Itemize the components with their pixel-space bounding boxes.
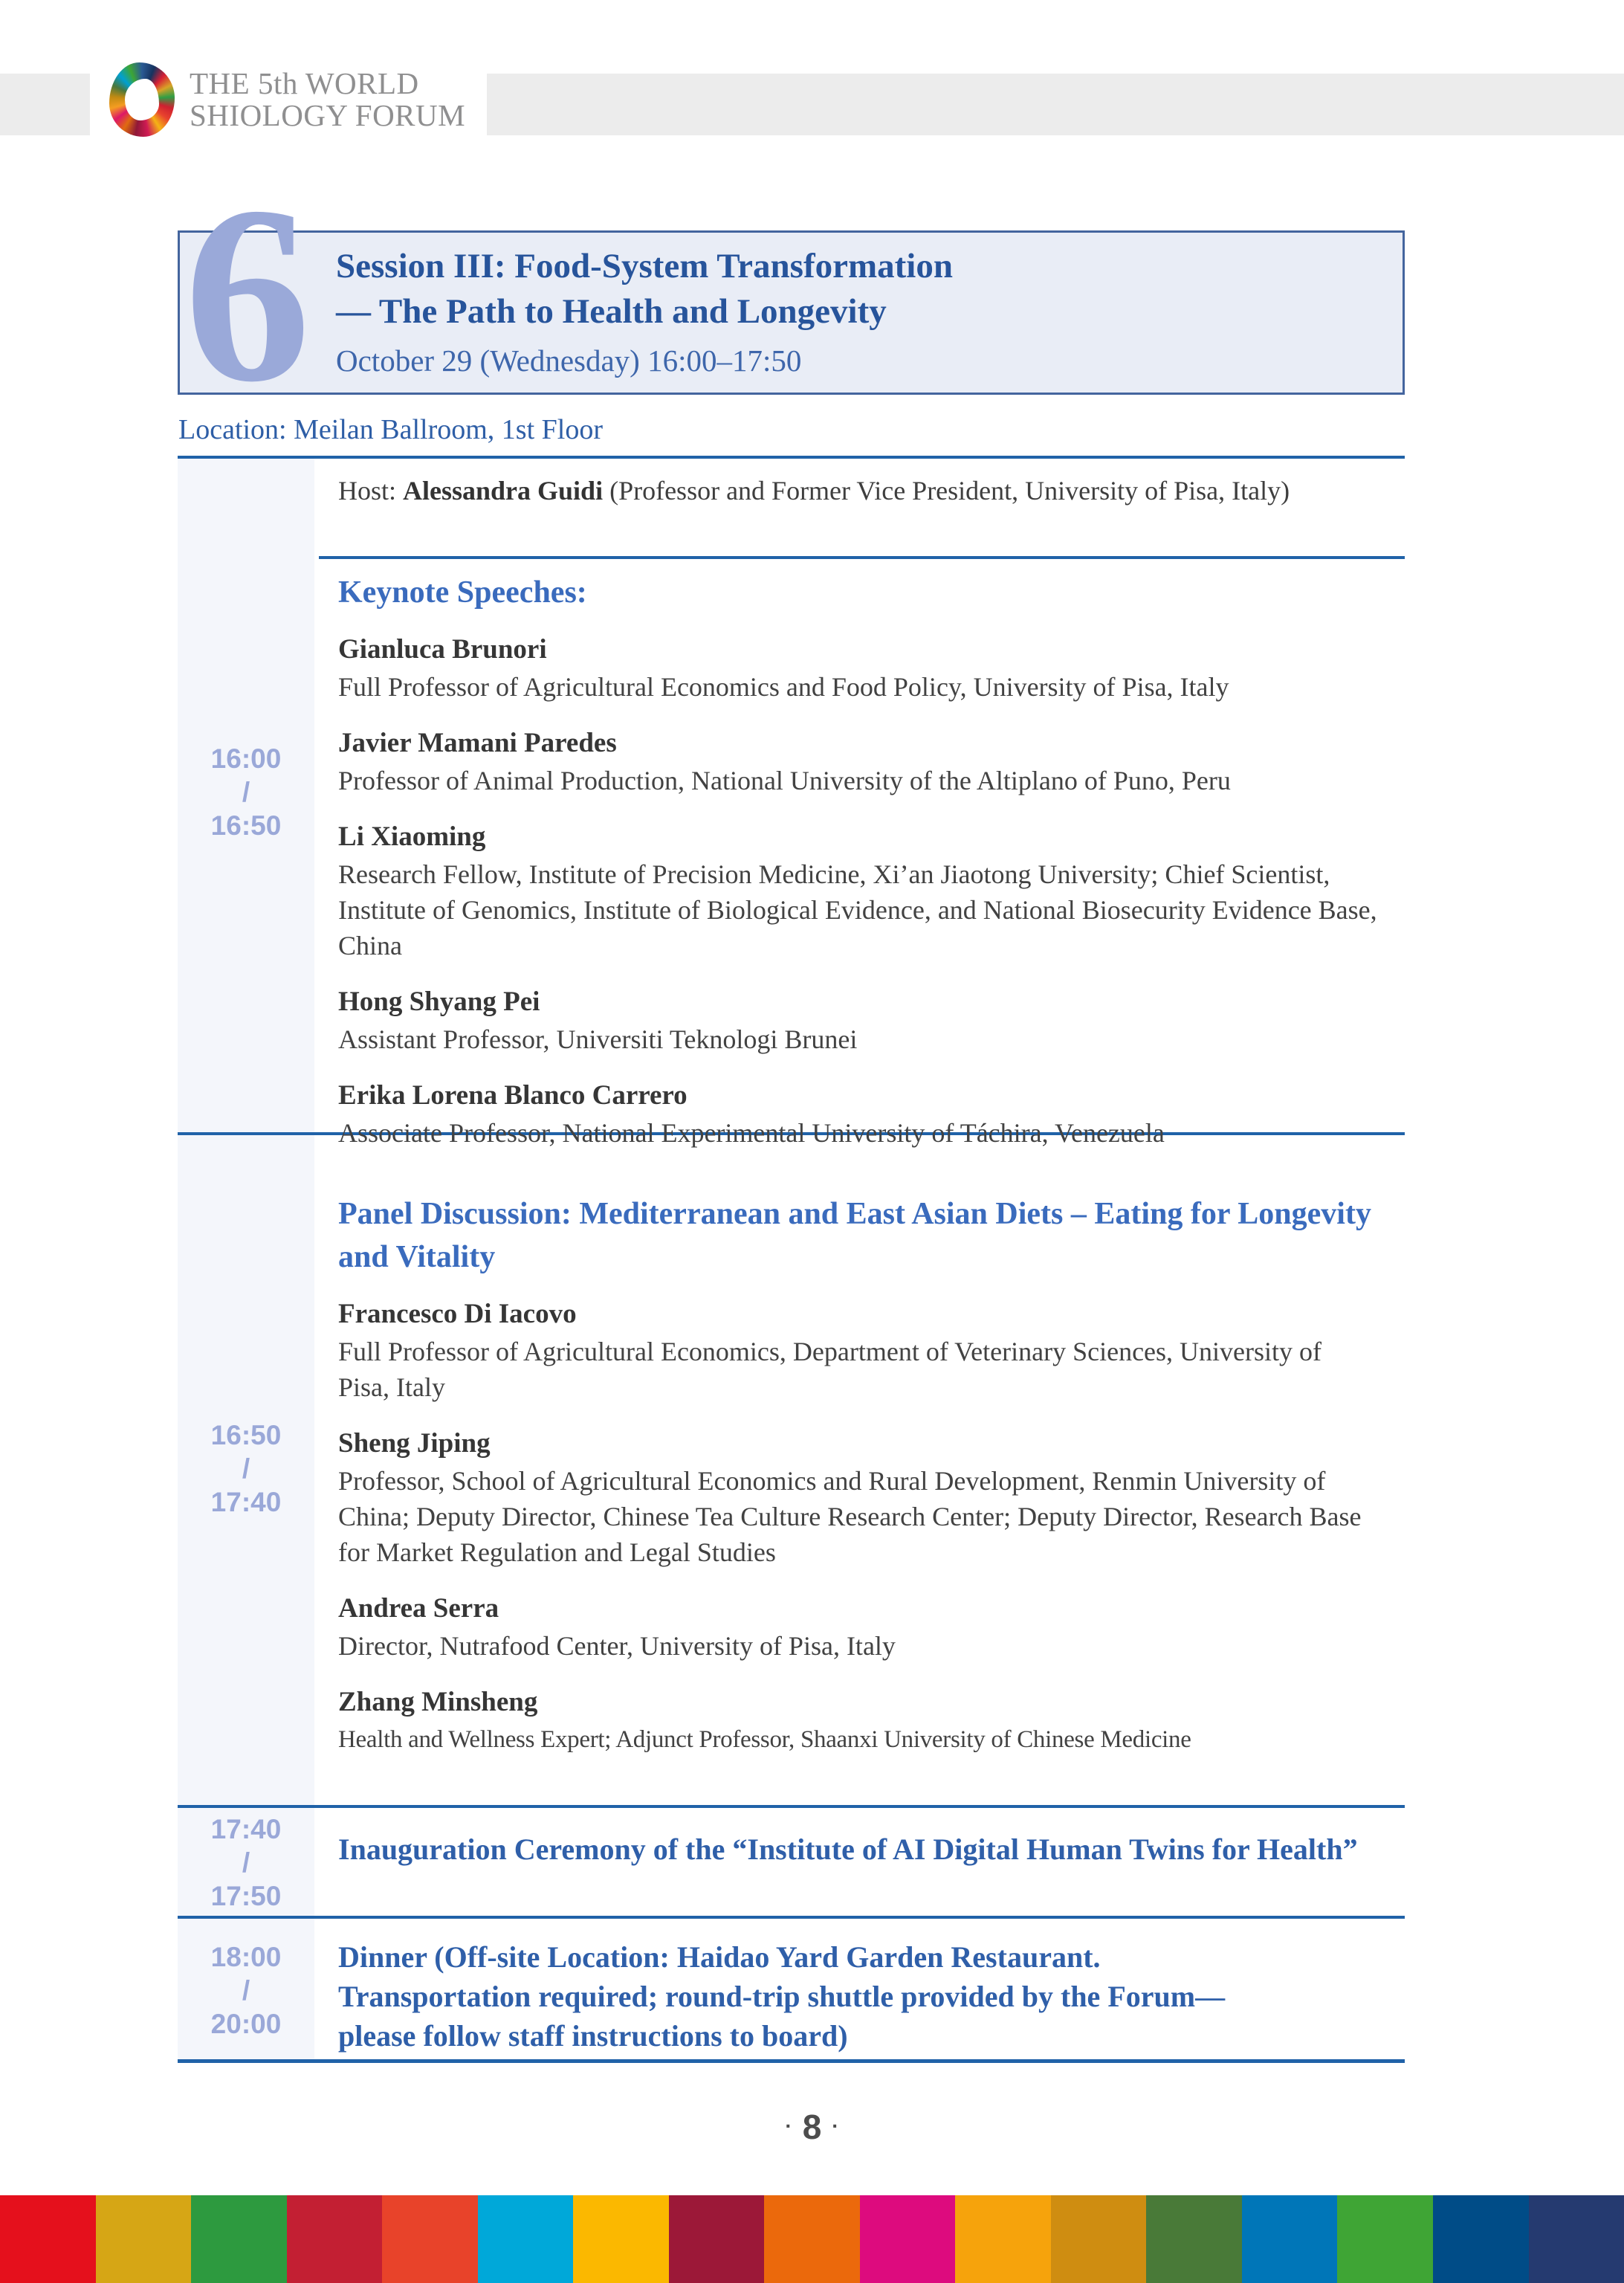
stripe-segment <box>191 2195 287 2283</box>
speaker <box>338 1295 1371 1405</box>
agenda-section-inauguration <box>338 1829 1431 1870</box>
time-end: 20:00 <box>210 2009 282 2039</box>
speaker-name: Zhang Minsheng <box>338 1687 538 1717</box>
page-number-dot-left: · <box>785 2114 792 2137</box>
divider <box>178 1805 1405 1808</box>
time-range-panel <box>178 1418 314 1519</box>
page-number-dot-right: · <box>832 2114 839 2137</box>
speaker-role: Research Fellow, Institute of Precision Medicine, Xi’an Jiaotong University; Chief Scientist, Institute of Genomics, Institute of Biological Evidence, and National Biosecurity Evidence Base, China <box>338 859 1377 960</box>
speaker-role: Full Professor of Agricultural Economics and Food Policy, University of Pisa, Italy <box>338 672 1229 702</box>
speaker-name: Li Xiaoming <box>338 821 486 852</box>
page-number <box>0 2107 1624 2147</box>
session-title <box>336 244 1384 379</box>
time-separator: / <box>242 1975 250 2006</box>
time-end: 17:50 <box>210 1881 282 1911</box>
keynote-heading: Keynote Speeches: <box>338 575 587 610</box>
speaker <box>338 1683 1371 1757</box>
session-title-line1: Session III: Food-System Transformation <box>336 247 953 285</box>
speaker-role: Director, Nutrafood Center, University of Pisa, Italy <box>338 1631 896 1661</box>
divider <box>178 1916 1405 1919</box>
time-separator: / <box>242 1453 250 1484</box>
stripe-segment <box>96 2195 192 2283</box>
speaker-name: Hong Shyang Pei <box>338 986 540 1017</box>
speaker <box>338 630 1405 705</box>
speaker-name: Sheng Jiping <box>338 1428 491 1459</box>
session-title-line2: — The Path to Health and Longevity <box>336 292 887 331</box>
time-range-inauguration <box>178 1812 314 1913</box>
speaker <box>338 1076 1405 1151</box>
dinner-heading-line2: Transportation required; round-trip shuttle provided by the Forum— <box>338 1980 1226 2013</box>
footer-stripe <box>0 2195 1624 2283</box>
speaker-name: Erika Lorena Blanco Carrero <box>338 1080 688 1111</box>
inauguration-heading: Inauguration Ceremony of the “Institute of AI Digital Human Twins for Health” <box>338 1832 1358 1866</box>
speaker-name: Andrea Serra <box>338 1593 499 1624</box>
stripe-segment <box>1433 2195 1529 2283</box>
stripe-segment <box>573 2195 669 2283</box>
stripe-segment <box>0 2195 96 2283</box>
speaker-name: Gianluca Brunori <box>338 634 547 665</box>
speaker-role: Full Professor of Agricultural Economics, Department of Veterinary Sciences, University of Pisa, Italy <box>338 1337 1322 1402</box>
host-line <box>338 471 1319 511</box>
speaker-name: Javier Mamani Paredes <box>338 728 617 758</box>
agenda-section-keynote <box>338 571 1405 1170</box>
stripe-segment <box>764 2195 860 2283</box>
session-number: 6 <box>184 154 311 434</box>
session-datetime: October 29 (Wednesday) 16:00–17:50 <box>336 343 802 378</box>
speaker <box>338 1424 1371 1570</box>
divider <box>178 456 1405 459</box>
host-name: Alessandra Guidi <box>403 476 604 506</box>
time-start: 18:00 <box>210 1942 282 1972</box>
stripe-segment <box>287 2195 383 2283</box>
forum-logo-title-line1: THE 5th WORLD <box>190 65 419 100</box>
stripe-segment <box>860 2195 956 2283</box>
time-start: 16:50 <box>210 1420 282 1450</box>
forum-ring-icon <box>109 62 175 137</box>
time-range-keynote <box>178 742 314 842</box>
time-separator: / <box>242 1847 250 1878</box>
time-start: 16:00 <box>210 743 282 774</box>
stripe-segment <box>1529 2195 1624 2283</box>
agenda-section-panel <box>338 1192 1371 1777</box>
speaker <box>338 1589 1371 1664</box>
speaker-name: Francesco Di Iacovo <box>338 1299 577 1329</box>
forum-logo-title-line2: SHIOLOGY FORUM <box>190 98 466 132</box>
speaker-role: Professor of Animal Production, National University of the Altiplano of Puno, Peru <box>338 766 1231 795</box>
time-start: 17:40 <box>210 1814 282 1844</box>
panel-heading: Panel Discussion: Mediterranean and East Asian Diets – Eating for Longevity and Vitality <box>338 1197 1371 1274</box>
forum-logo <box>90 54 487 146</box>
speaker <box>338 818 1405 963</box>
dinner-heading-line3: please follow staff instructions to board) <box>338 2019 848 2053</box>
time-separator: / <box>242 777 250 807</box>
stripe-segment <box>1242 2195 1338 2283</box>
stripe-segment <box>1337 2195 1433 2283</box>
time-end: 17:40 <box>210 1487 282 1517</box>
host-affiliation: (Professor and Former Vice President, University of Pisa, Italy) <box>603 476 1290 506</box>
session-location: Location: Meilan Ballroom, 1st Floor <box>178 414 603 445</box>
stripe-segment <box>669 2195 765 2283</box>
dinner-heading-line1: Dinner (Off-site Location: Haidao Yard Garden Restaurant. <box>338 1940 1101 1974</box>
time-range-dinner <box>178 1940 314 2041</box>
speaker-role: Health and Wellness Expert; Adjunct Professor, Shaanxi University of Chinese Medicine <box>338 1726 1191 1753</box>
divider-host <box>319 556 1405 559</box>
stripe-segment <box>1051 2195 1147 2283</box>
host-label: Host: <box>338 476 404 506</box>
forum-logo-title <box>190 65 466 132</box>
divider-bottom <box>178 2059 1405 2063</box>
stripe-segment <box>382 2195 478 2283</box>
speaker <box>338 724 1405 798</box>
stripe-segment <box>478 2195 574 2283</box>
agenda-section-dinner <box>338 1937 1431 2056</box>
speaker-role: Associate Professor, National Experimental University of Táchira, Venezuela <box>338 1118 1165 1148</box>
stripe-segment <box>1146 2195 1242 2283</box>
speaker-role: Professor, School of Agricultural Economics and Rural Development, Renmin University of China; Deputy Director, Chinese Tea Culture Research Center; Deputy Director, Research Base for Market Regulation and Legal Studies <box>338 1466 1362 1567</box>
time-end: 16:50 <box>210 810 282 841</box>
stripe-segment <box>955 2195 1051 2283</box>
speaker-role: Assistant Professor, Universiti Teknologi Brunei <box>338 1024 858 1054</box>
page-number-value: 8 <box>802 2108 822 2146</box>
speaker <box>338 983 1405 1057</box>
